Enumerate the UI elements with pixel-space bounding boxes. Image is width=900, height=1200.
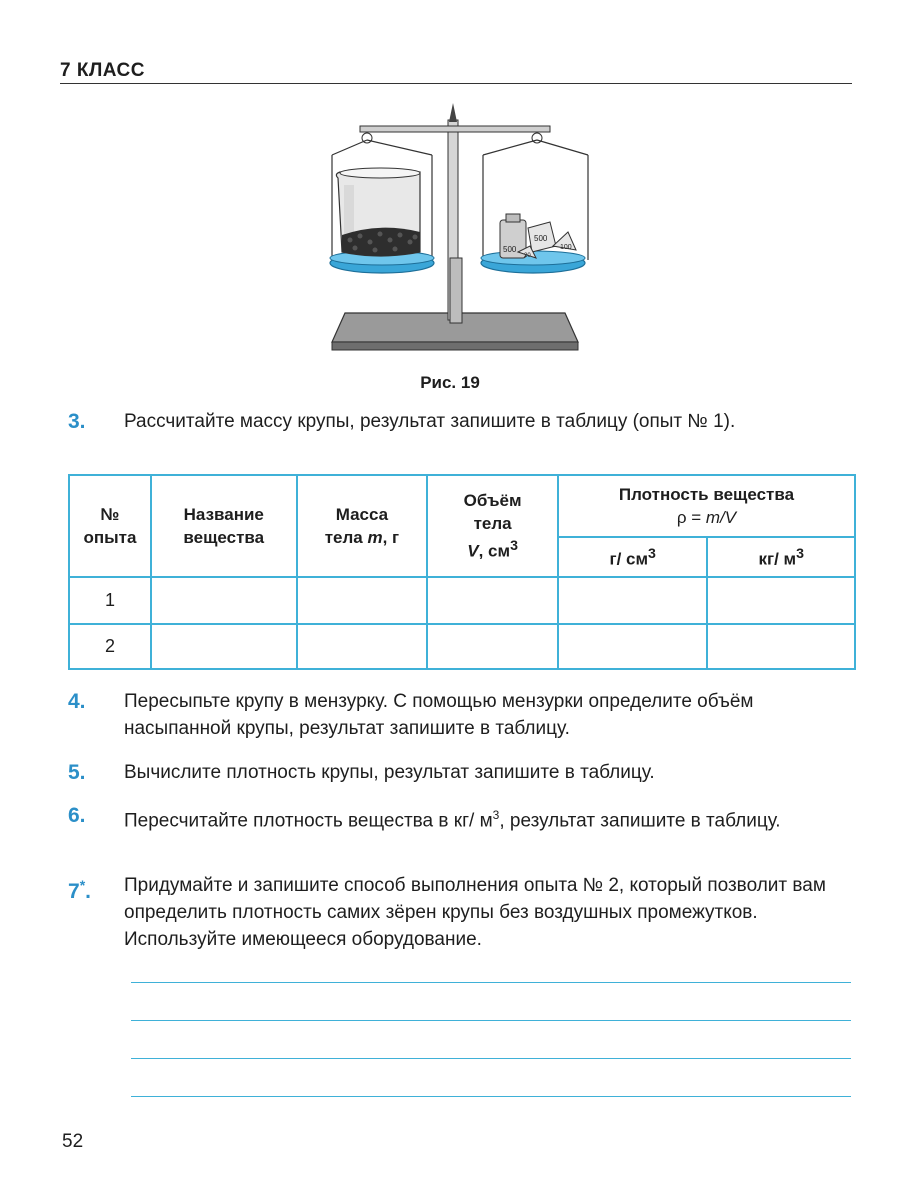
- row-1-mass-cell[interactable]: [297, 577, 428, 624]
- row-1-volume-cell[interactable]: [427, 577, 558, 624]
- row-2-density-gcm3-cell[interactable]: [558, 624, 708, 669]
- task-7-number: 7*.: [68, 877, 91, 903]
- task-6: [68, 802, 858, 834]
- header-density: Плотность вещества ρ = m/V: [558, 475, 855, 537]
- table-row: [69, 577, 855, 624]
- task-5: [68, 759, 858, 786]
- task-7: [68, 872, 858, 953]
- row-1-density-kgm3-cell[interactable]: [707, 577, 855, 624]
- weight-label-4: 20: [524, 253, 531, 259]
- table-row: [69, 624, 855, 669]
- row-1-substance-cell[interactable]: [151, 577, 297, 624]
- task-3-number: 3.: [68, 410, 86, 433]
- answer-line[interactable]: [131, 982, 851, 983]
- task-3: [68, 408, 858, 435]
- balance-scale-illustration: [320, 100, 590, 365]
- task-6-text: Пересчитайте плотность вещества в кг/ $м^3$, результат запишите в таблицу.: [124, 808, 781, 832]
- results-table: [68, 474, 856, 670]
- figure-caption: Рис. 19: [420, 373, 480, 392]
- task-4: [68, 688, 858, 742]
- answer-line[interactable]: [131, 1058, 851, 1059]
- answer-line[interactable]: [131, 1020, 851, 1021]
- header-body-volume: Объём тела V, $см^3$: [427, 475, 558, 577]
- header-experiment-number: № опыта: [69, 475, 151, 577]
- weight-label-2: 500: [534, 234, 548, 243]
- page-header: [60, 60, 852, 82]
- task-7-text: Придумайте и запишите способ выполнения опыта № 2, который позволит вам определить плотность самих зёрен крупы без воздушных промежутков. Используйте имеющееся оборудование.: [124, 875, 826, 950]
- row-2-substance-cell[interactable]: [151, 624, 297, 669]
- weight-label-1: 500: [503, 245, 517, 254]
- row-2-mass-cell[interactable]: [297, 624, 428, 669]
- row-2-density-kgm3-cell[interactable]: [707, 624, 855, 669]
- row-2-number: 2: [69, 624, 151, 669]
- header-rule: [60, 83, 852, 84]
- row-1-number: 1: [69, 577, 151, 624]
- answer-line[interactable]: [131, 1096, 851, 1097]
- balance-scale-figure: [320, 100, 590, 365]
- row-1-density-gcm3-cell[interactable]: [558, 577, 708, 624]
- header-density-g-cm3: г/ $см^3$: [558, 537, 708, 577]
- task-4-text: Пересыпьте крупу в мензурку. С помощью мензурки определите объём насыпанной крупы, результат запишите в таблицу.: [124, 691, 754, 739]
- page-number: 52: [62, 1131, 84, 1152]
- task-6-number: 6.: [68, 804, 86, 827]
- answer-lines[interactable]: [131, 982, 851, 1134]
- header-title: 7 КЛАСС: [60, 60, 145, 81]
- task-3-text: Рассчитайте массу крупы, результат запишите в таблицу (опыт № 1).: [124, 411, 736, 432]
- header-substance-name: Название вещества: [151, 475, 297, 577]
- row-2-volume-cell[interactable]: [427, 624, 558, 669]
- task-5-number: 5.: [68, 761, 86, 784]
- weight-label-3: 100: [560, 244, 572, 251]
- header-density-kg-m3: кг/ $м^3$: [707, 537, 855, 577]
- task-5-text: Вычислите плотность крупы, результат запишите в таблицу.: [124, 762, 655, 783]
- task-4-number: 4.: [68, 690, 86, 713]
- header-body-mass: Масса тела m, г: [297, 475, 428, 577]
